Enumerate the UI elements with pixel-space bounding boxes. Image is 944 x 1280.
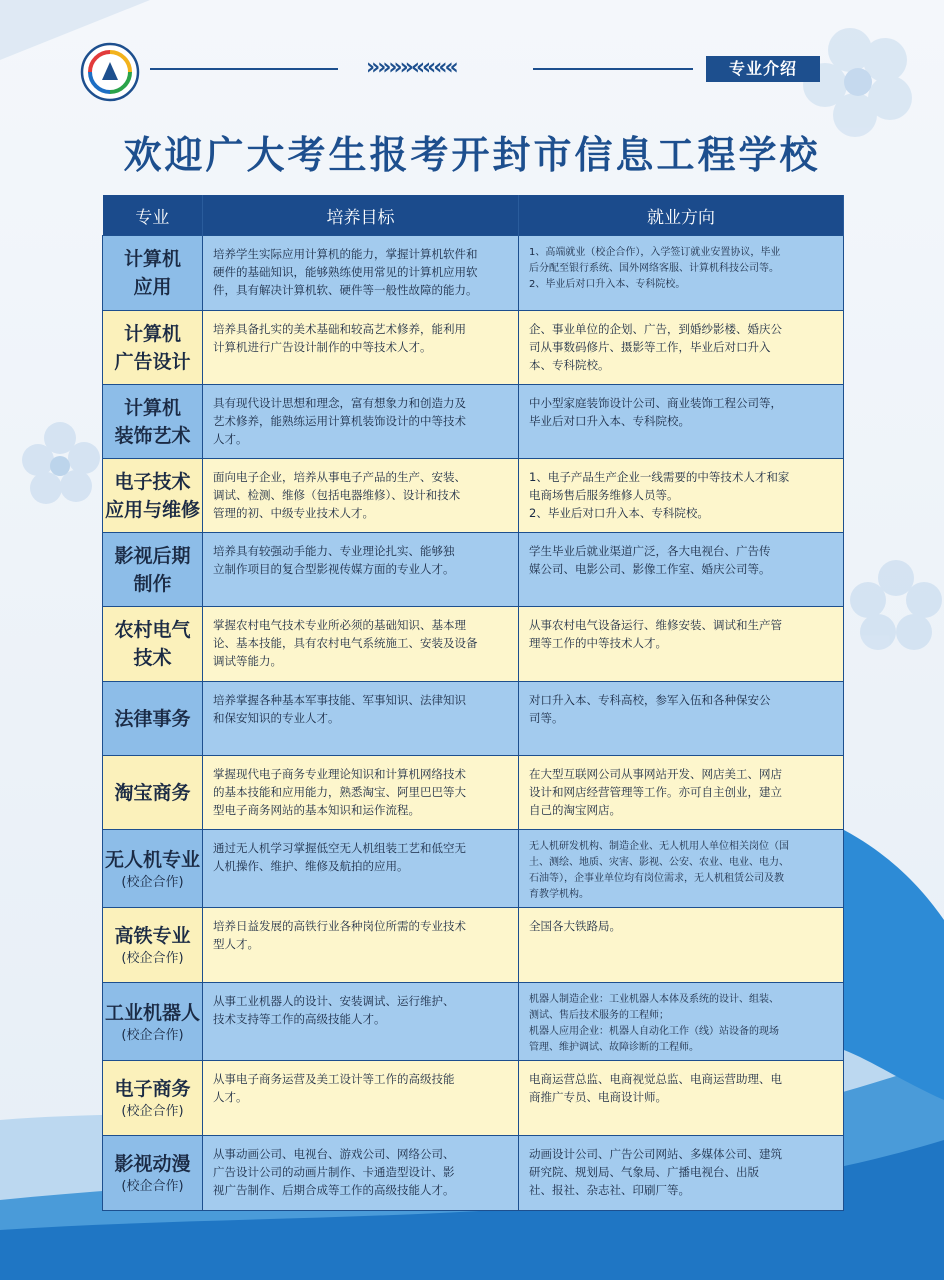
major-note: (校企合作) bbox=[121, 1027, 184, 1043]
career-direction bbox=[519, 607, 844, 682]
career-direction bbox=[519, 908, 844, 983]
training-goal-line: 硬件的基础知识，能够熟练使用常见的计算机应用软 bbox=[213, 265, 478, 279]
career-direction bbox=[519, 459, 844, 533]
major-name bbox=[103, 756, 203, 830]
page-title: 欢迎广大考生报考开封市信息工程学校 bbox=[123, 132, 821, 177]
career-direction-line: 管理、维护调试、故障诊断的工程师。 bbox=[529, 1042, 699, 1053]
training-goal bbox=[203, 908, 519, 983]
training-goal bbox=[203, 983, 519, 1061]
major-name-line: 农村电气 bbox=[114, 619, 191, 641]
training-goal-line: 立制作项目的复合型影视传媒方面的专业人才。 bbox=[213, 562, 455, 576]
major-name bbox=[103, 236, 203, 311]
table-row bbox=[103, 830, 844, 908]
training-goal-line: 从事动画公司、电视台、游戏公司、网络公司、 bbox=[213, 1147, 455, 1161]
column-header-goal: 培养目标 bbox=[203, 195, 519, 236]
training-goal-line: 广告设计公司的动画片制作、卡通造型设计、影 bbox=[213, 1165, 455, 1179]
career-direction bbox=[519, 533, 844, 607]
career-direction-line: 2、毕业后对口升入本、专科院校。 bbox=[529, 506, 709, 520]
table-row bbox=[103, 607, 844, 682]
career-direction bbox=[519, 1136, 844, 1211]
training-goal-line: 通过无人机学习掌握低空无人机组装工艺和低空无 bbox=[213, 841, 466, 855]
training-goal bbox=[203, 1061, 519, 1136]
arrows-ornament: »»»»«««« bbox=[366, 55, 456, 80]
school-logo bbox=[80, 42, 140, 102]
training-goal-line: 件，具有解决计算机软、硬件等一般性故障的能力。 bbox=[213, 283, 478, 297]
major-name bbox=[103, 682, 203, 756]
major-name bbox=[103, 311, 203, 385]
major-note: (校企合作) bbox=[121, 951, 184, 966]
training-goal-line: 和保安知识的专业人才。 bbox=[213, 711, 340, 725]
major-name bbox=[103, 1061, 203, 1136]
career-direction-line: 石油等），企事业单位均有岗位需求，无人机租赁公司及教 bbox=[529, 873, 784, 884]
career-direction-line: 理等工作的中等技术人才。 bbox=[529, 636, 667, 650]
training-goal-line: 论、基本技能，具有农村电气系统施工、安装及设备 bbox=[213, 636, 478, 650]
major-name-line: 计算机 bbox=[123, 396, 181, 419]
training-goal-line: 掌握现代电子商务专业理论知识和计算机网络技术 bbox=[213, 767, 466, 781]
table-row bbox=[103, 533, 844, 607]
career-direction-line: 司从事数码修片、摄影等工作，毕业后对口升入 bbox=[529, 340, 771, 354]
training-goal-line: 从事电子商务运营及美工设计等工作的高级技能 bbox=[213, 1072, 455, 1086]
major-name-line: 影视后期 bbox=[114, 544, 191, 567]
table-row bbox=[103, 756, 844, 830]
career-direction bbox=[519, 756, 844, 830]
major-name-line: 淘宝商务 bbox=[114, 781, 191, 804]
major-name bbox=[103, 385, 203, 459]
major-name-line: 广告设计 bbox=[114, 350, 191, 373]
career-direction-line: 商推广专员、电商设计师。 bbox=[529, 1090, 667, 1104]
career-direction-line: 育教学机构。 bbox=[529, 889, 589, 900]
training-goal-line: 调试、检测、维修（包括电器维修）、设计和技术 bbox=[213, 488, 461, 502]
career-direction-line: 机器人制造企业：工业机器人本体及系统的设计、组装、 bbox=[529, 994, 779, 1005]
major-note: (校企合作) bbox=[121, 874, 184, 890]
training-goal bbox=[203, 385, 519, 459]
training-goal bbox=[203, 607, 519, 682]
career-direction-line: 无人机研发机构、制造企业、无人机用人单位相关岗位（国 bbox=[529, 841, 789, 852]
training-goal bbox=[203, 236, 519, 311]
majors-table bbox=[102, 195, 844, 1211]
training-goal-line: 从事工业机器人的设计、安装调试、运行维护、 bbox=[213, 994, 455, 1008]
major-note: (校企合作) bbox=[121, 1104, 184, 1119]
flower-decoration-left bbox=[20, 420, 105, 510]
table-row bbox=[103, 311, 844, 385]
career-direction-line: 社、报社、杂志社、印刷厂等。 bbox=[529, 1183, 690, 1197]
training-goal-line: 的基本技能和应用能力，熟悉淘宝、阿里巴巴等大 bbox=[213, 785, 466, 799]
training-goal-line: 具有现代设计思想和理念，富有想象力和创造力及 bbox=[213, 396, 466, 410]
training-goal-line: 艺术修养，能熟练运用计算机装饰设计的中等技术 bbox=[213, 414, 466, 428]
major-name-line: 工业机器人 bbox=[104, 1001, 200, 1024]
flower-decoration-right bbox=[846, 560, 944, 650]
major-name bbox=[103, 1136, 203, 1211]
table-row bbox=[103, 1061, 844, 1136]
career-direction bbox=[519, 682, 844, 756]
training-goal bbox=[203, 459, 519, 533]
table-row bbox=[103, 236, 844, 311]
training-goal-line: 人才。 bbox=[213, 432, 248, 446]
training-goal-line: 培养学生实际应用计算机的能力，掌握计算机软件和 bbox=[213, 247, 478, 261]
major-name-line: 装饰艺术 bbox=[114, 424, 191, 447]
career-direction bbox=[519, 311, 844, 385]
major-name-line: 电子商务 bbox=[114, 1078, 191, 1100]
major-name-line: 法律事务 bbox=[114, 707, 191, 730]
major-name-line: 计算机 bbox=[123, 322, 181, 345]
table-row bbox=[103, 983, 844, 1061]
career-direction-line: 在大型互联网公司从事网站开发、网店美工、网店 bbox=[529, 767, 782, 781]
major-name-line: 制作 bbox=[133, 572, 172, 595]
major-name bbox=[103, 908, 203, 983]
section-badge: 专业介绍 bbox=[706, 56, 820, 82]
career-direction bbox=[519, 385, 844, 459]
major-name-line: 高铁专业 bbox=[114, 925, 191, 947]
training-goal-line: 管理的初、中级专业技术人才。 bbox=[213, 506, 374, 520]
career-direction bbox=[519, 1061, 844, 1136]
career-direction-line: 对口升入本、专科高校，参军入伍和各种保安公 bbox=[529, 693, 771, 707]
major-name-line: 技术 bbox=[133, 647, 172, 669]
table-row bbox=[103, 385, 844, 459]
major-name bbox=[103, 830, 203, 908]
career-direction-line: 毕业后对口升入本、专科院校。 bbox=[529, 414, 690, 428]
table-header-row bbox=[103, 195, 844, 236]
training-goal-line: 视广告制作、后期合成等工作的高级技能人才。 bbox=[213, 1183, 455, 1197]
career-direction-line: 媒公司、电影公司、影像工作室、婚庆公司等。 bbox=[529, 562, 771, 576]
training-goal-line: 技术支持等工作的高级技能人才。 bbox=[213, 1012, 386, 1026]
career-direction-line: 1、电子产品生产企业一线需要的中等技术人才和家 bbox=[529, 470, 790, 484]
training-goal-line: 型人才。 bbox=[213, 937, 259, 951]
training-goal-line: 掌握农村电气技术专业所必须的基础知识、基本理 bbox=[213, 618, 466, 632]
career-direction-line: 全国各大铁路局。 bbox=[529, 919, 621, 933]
major-name-line: 应用 bbox=[133, 276, 172, 298]
training-goal bbox=[203, 682, 519, 756]
major-name-line: 应用与维修 bbox=[104, 498, 200, 521]
training-goal-line: 型电子商务网站的基本知识和运作流程。 bbox=[213, 803, 420, 817]
major-name bbox=[103, 533, 203, 607]
career-direction-line: 2、毕业后对口升入本、专科院校。 bbox=[529, 279, 686, 290]
table-row bbox=[103, 1136, 844, 1211]
training-goal-line: 培养具有较强动手能力、专业理论扎实、能够独 bbox=[213, 544, 455, 558]
career-direction-line: 机器人应用企业：机器人自动化工作（线）站设备的现场 bbox=[529, 1026, 779, 1037]
major-name-line: 电子技术 bbox=[114, 470, 191, 493]
training-goal-line: 人才。 bbox=[213, 1090, 248, 1104]
column-header-major: 专业 bbox=[103, 195, 203, 236]
training-goal bbox=[203, 311, 519, 385]
career-direction-line: 后分配至银行系统、国外网络客服、计算机科技公司等。 bbox=[529, 263, 779, 274]
training-goal bbox=[203, 830, 519, 908]
career-direction-line: 从事农村电气设备运行、维修安装、调试和生产管 bbox=[529, 618, 782, 632]
career-direction-line: 测试、售后技术服务的工程师； bbox=[529, 1010, 669, 1021]
career-direction bbox=[519, 830, 844, 908]
training-goal-line: 面向电子企业，培养从事电子产品的生产、安装、 bbox=[213, 470, 466, 484]
career-direction-line: 学生毕业后就业渠道广泛，各大电视台、广告传 bbox=[529, 544, 771, 558]
training-goal bbox=[203, 533, 519, 607]
career-direction bbox=[519, 983, 844, 1061]
training-goal bbox=[203, 1136, 519, 1211]
major-name-line: 计算机 bbox=[123, 248, 181, 270]
career-direction-line: 司等。 bbox=[529, 711, 564, 725]
training-goal-line: 人机操作、维护、维修及航拍的应用。 bbox=[213, 859, 409, 873]
career-direction-line: 电商场售后服务维修人员等。 bbox=[529, 488, 679, 502]
training-goal-line: 培养掌握各种基本军事技能、军事知识、法律知识 bbox=[213, 693, 466, 707]
training-goal bbox=[203, 756, 519, 830]
table-row bbox=[103, 459, 844, 533]
table-row bbox=[103, 908, 844, 983]
training-goal-line: 培养日益发展的高铁行业各种岗位所需的专业技术 bbox=[213, 919, 466, 933]
career-direction-line: 土、测绘、地质、灾害、影视、公安、农业、电业、电力、 bbox=[529, 857, 789, 868]
career-direction-line: 研究院、规划局、气象局、广播电视台、出版 bbox=[529, 1165, 759, 1179]
career-direction bbox=[519, 236, 844, 311]
career-direction-line: 电商运营总监、电商视觉总监、电商运营助理、电 bbox=[529, 1072, 782, 1086]
major-name bbox=[103, 607, 203, 682]
career-direction-line: 1、高端就业（校企合作），入学签订就业安置协议，毕业 bbox=[529, 247, 781, 258]
major-name-line: 影视动漫 bbox=[114, 1153, 191, 1175]
career-direction-line: 中小型家庭装饰设计公司、商业装饰工程公司等， bbox=[529, 396, 782, 410]
career-direction-line: 本、专科院校。 bbox=[529, 358, 610, 372]
header-line-right bbox=[533, 68, 693, 70]
training-goal-line: 培养具备扎实的美术基础和较高艺术修养，能利用 bbox=[213, 322, 466, 336]
training-goal-line: 调试等能力。 bbox=[213, 654, 282, 668]
major-name bbox=[103, 459, 203, 533]
column-header-career: 就业方向 bbox=[519, 195, 844, 236]
table-row bbox=[103, 682, 844, 756]
major-note: (校企合作) bbox=[121, 1179, 184, 1194]
career-direction-line: 企、事业单位的企划、广告，到婚纱影楼、婚庆公 bbox=[529, 322, 782, 336]
major-name-line: 无人机专业 bbox=[104, 848, 200, 871]
career-direction-line: 设计和网店经营管理等工作。亦可自主创业，建立 bbox=[529, 785, 782, 799]
career-direction-line: 动画设计公司、广告公司网站、多媒体公司、建筑 bbox=[529, 1147, 782, 1161]
header-line-left bbox=[150, 68, 338, 70]
training-goal-line: 计算机进行广告设计制作的中等技术人才。 bbox=[213, 340, 432, 354]
career-direction-line: 自己的淘宝网店。 bbox=[529, 803, 621, 817]
major-name bbox=[103, 983, 203, 1061]
